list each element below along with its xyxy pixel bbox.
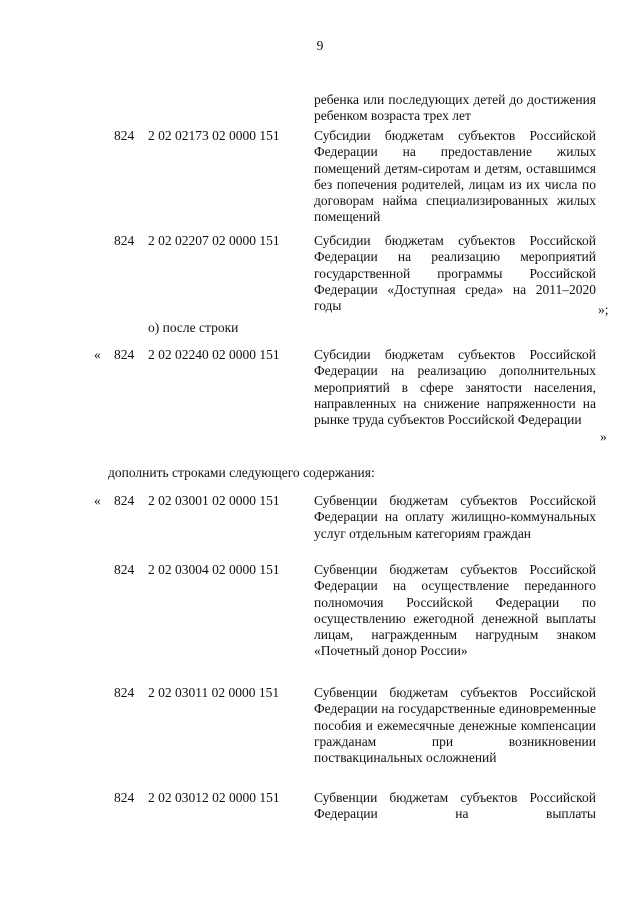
admin-code: 824 xyxy=(114,347,135,362)
admin-code: 824 xyxy=(114,493,135,508)
continuation-description: ребенка или последующих детей до достижения ребенком возраста трех лет xyxy=(314,92,596,124)
row-description: Субсидии бюджетам субъектов Российской Федерации на реализацию дополнительных мероприятий в сфере занятости населения, направленных на снижение напряженности на рынке труда субъектов Российской Федерации xyxy=(314,347,596,428)
opening-quote: « xyxy=(94,493,101,508)
budget-code: 2 02 03004 02 0000 151 xyxy=(148,562,280,577)
admin-code: 824 xyxy=(114,562,135,577)
admin-code: 824 xyxy=(114,685,135,700)
budget-code: 2 02 02173 02 0000 151 xyxy=(148,128,280,143)
row-description: Субсидии бюджетам субъектов Российской Федерации на предоставление жилых помещений детям-сиротам и детям, оставшимся без попечения родителей, лицам из их числа по договорам найма специализированных жилых помещений xyxy=(314,128,596,225)
admin-code: 824 xyxy=(114,128,135,143)
page-number: 9 xyxy=(316,38,324,53)
opening-quote: « xyxy=(94,347,101,362)
admin-code: 824 xyxy=(114,233,135,248)
row-description: Субвенции бюджетам субъектов Российской Федерации на выплаты xyxy=(314,790,596,822)
budget-code: 2 02 02207 02 0000 151 xyxy=(148,233,280,248)
row-description: Субсидии бюджетам субъектов Российской Федерации на реализацию мероприятий государственной программы Российской Федерации «Доступная среда» на 2011–2020 годы xyxy=(314,233,596,314)
closing-quote: » xyxy=(600,429,607,444)
budget-code: 2 02 02240 02 0000 151 xyxy=(148,347,280,362)
row-description: Субвенции бюджетам субъектов Российской Федерации на государственные единовременные пособия и ежемесячные денежные компенсации гражданам при возникновении поствакцинальных осложнений xyxy=(314,685,596,766)
row-description: Субвенции бюджетам субъектов Российской Федерации на осуществление переданного полномочия Российской Федерации по осуществлению ежегодной денежной выплаты лицам, награжденным нагрудным знаком «Почетный донор России» xyxy=(314,562,596,659)
closing-quote: »; xyxy=(598,302,609,317)
budget-code: 2 02 03012 02 0000 151 xyxy=(148,790,280,805)
budget-code: 2 02 03011 02 0000 151 xyxy=(148,685,280,700)
item-o-text: о) после строки xyxy=(148,320,239,335)
budget-code: 2 02 03001 02 0000 151 xyxy=(148,493,280,508)
row-description: Субвенции бюджетам субъектов Российской Федерации на оплату жилищно-коммунальных услуг отдельным категориям граждан xyxy=(314,493,596,541)
add-lines-text: дополнить строками следующего содержания: xyxy=(108,465,375,480)
admin-code: 824 xyxy=(114,790,135,805)
